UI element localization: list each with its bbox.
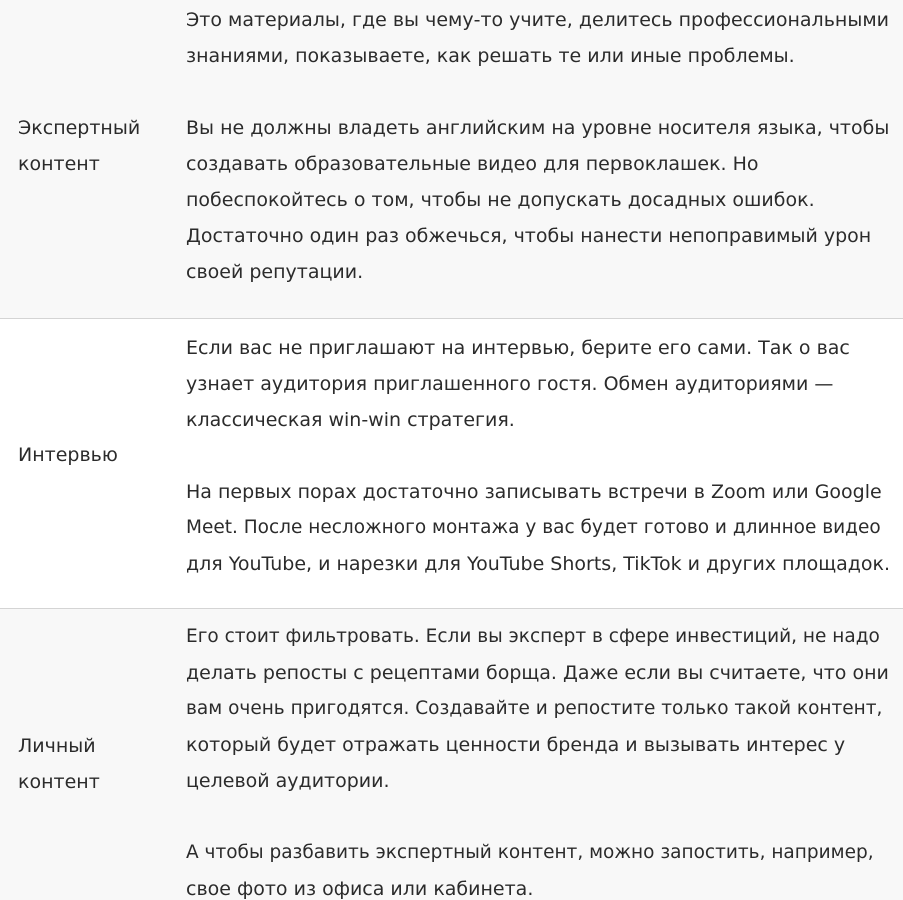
text-line: Его стоит фильтровать. Если вы эксперт в сфере инвестиций, не надо [186,626,880,647]
table-row-personal-content [0,608,903,900]
text-line: который будет отражать ценности бренда и вызывать интерес у [186,734,846,756]
row-label-interview [18,437,158,473]
row-label-line: Экспертный [18,117,141,139]
text-line: своей репутации. [186,261,364,283]
text-line: для YouTube, и нарезки для YouTube Shorts, TikTok и других площадок. [186,553,891,575]
text-line: Достаточно один раз обжечься, чтобы нанести непоправимый урон [186,225,872,247]
text-line: узнает аудитория приглашенного гостя. Обмен аудиториями — [186,373,834,395]
text-line: Это материалы, где вы чему-то учите, делитесь профессиональными [186,9,890,31]
text-line: делать репосты с рецептами борща. Даже если вы считаете, что они [186,662,889,684]
paragraph [186,835,891,900]
row-label-line: Личный [18,735,96,757]
text-line: знаниями, показываете, как решать те или иные проблемы. [186,45,795,67]
text-line: А чтобы разбавить экспертный контент, можно запостить, например, [186,842,874,863]
paragraph [186,110,891,290]
text-line: Meet. После несложного монтажа у вас будет готово и длинное видео [186,517,881,538]
row-label-expert-content [18,110,158,182]
text-line: классическая win-win стратегия. [186,409,515,431]
row-content-interview [186,330,891,582]
row-content-expert-content [186,2,891,290]
text-line: Вы не должны владеть английским на уровне носителя языка, чтобы [186,117,890,139]
row-label-personal-content [18,728,158,800]
text-line: создавать образовательные видео для первоклашек. Но [186,153,759,175]
text-line: побеспокойтесь о том, чтобы не допускать досадных ошибок. [186,189,815,211]
row-label-line: контент [18,771,100,793]
text-line: вам очень пригодятся. Создавайте и репостите только такой контент, [186,698,883,719]
paragraph [186,2,891,74]
row-label-line: Интервью [18,444,118,466]
text-line: Если вас не приглашают на интервью, берите его сами. Так о вас [186,337,850,359]
row-label-line: контент [18,153,100,175]
table-row-expert-content [0,0,903,318]
paragraph [186,330,891,438]
table-row-interview [0,318,903,608]
paragraph [186,474,891,582]
text-line: свое фото из офиса или кабинета. [186,878,534,900]
row-content-personal-content [186,619,891,900]
text-line: целевой аудитории. [186,770,390,792]
paragraph [186,619,891,799]
text-line: На первых порах достаточно записывать встречи в Zoom или Google [186,481,882,503]
